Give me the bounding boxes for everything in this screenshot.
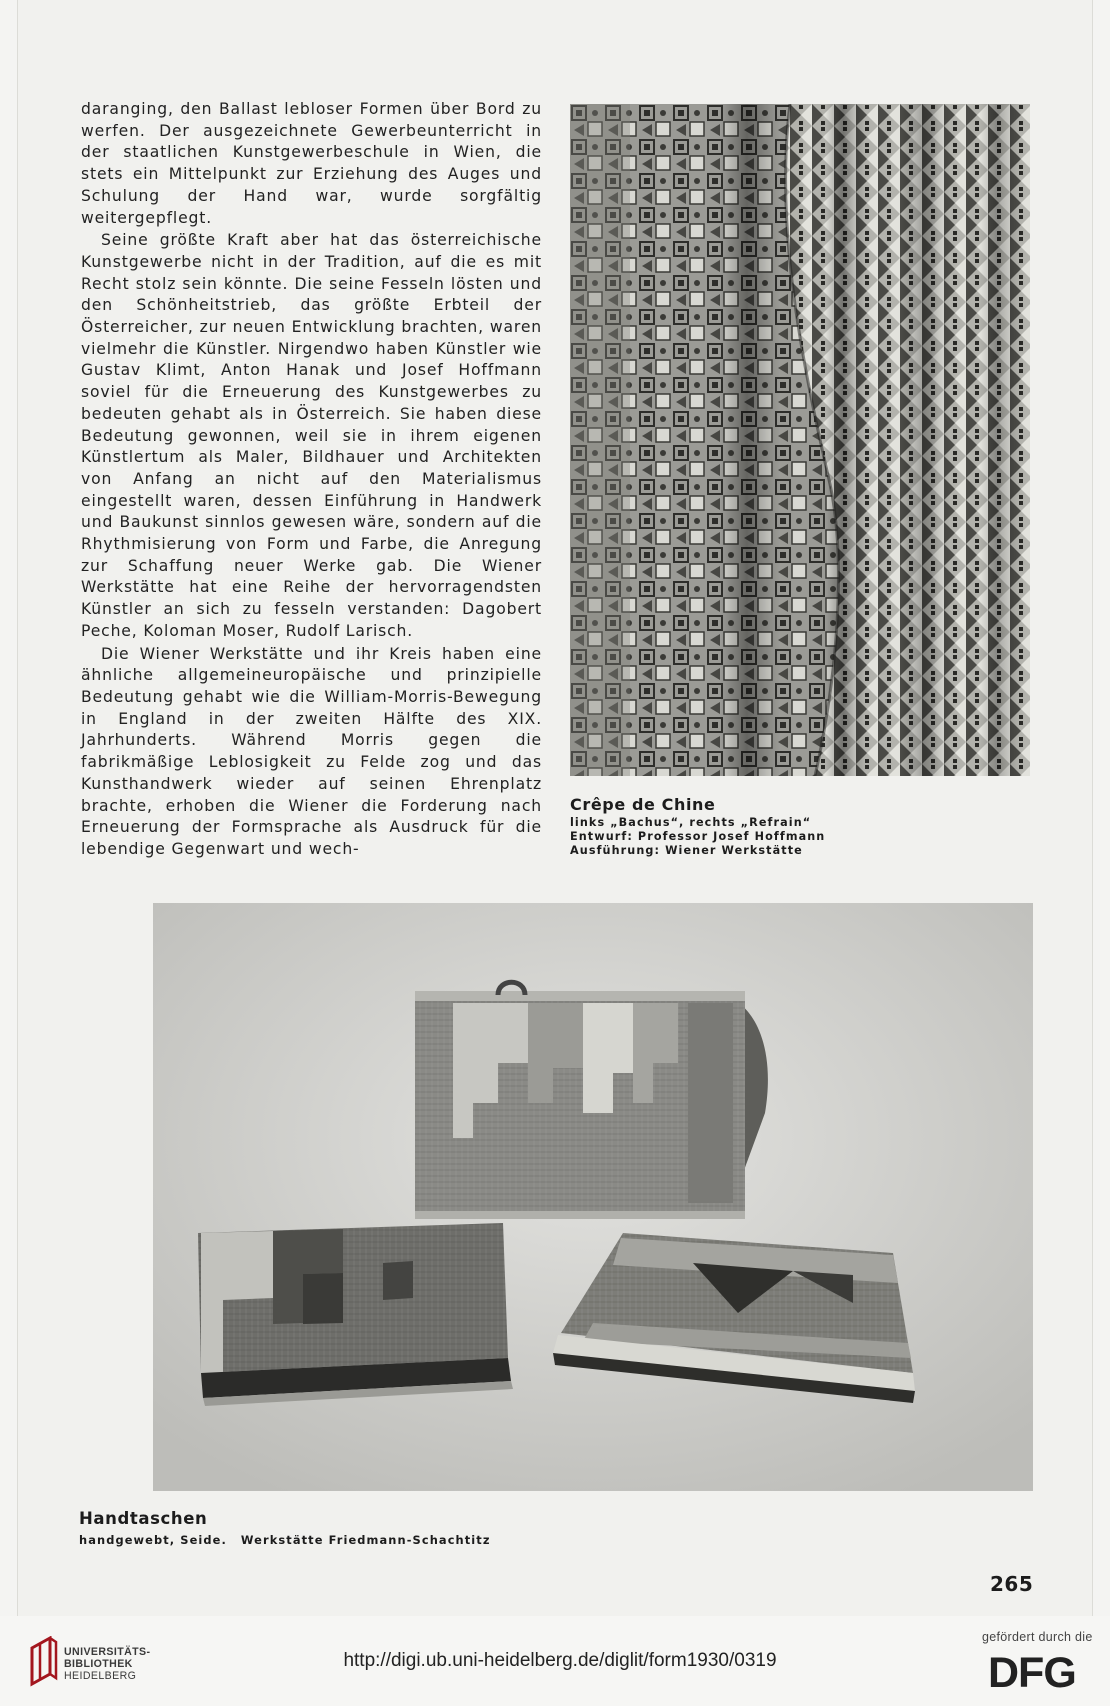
dfg-logo: DFG: [988, 1649, 1076, 1697]
handbags-caption-material: handgewebt, Seide.: [79, 1533, 227, 1547]
handbags-caption-details: [79, 1533, 779, 1547]
handbags-photo: [153, 903, 1033, 1491]
library-name-line-1: UNIVERSITÄTS-: [64, 1646, 151, 1658]
handbags-caption: [79, 1509, 779, 1547]
fabric-caption-designs: links „Bachus“, rechts „Refrain“: [570, 816, 812, 829]
funding-note: gefördert durch die: [982, 1630, 1093, 1644]
fabric-photo: [570, 104, 1030, 776]
fabric-caption-execution: Ausführung: Wiener Werkstätte: [570, 844, 803, 857]
fabric-caption-design: Entwurf: Professor Josef Hoffmann: [570, 830, 826, 843]
article-paragraph-3: Die Wiener Werkstätte und ihr Kreis haben eine ähnliche allgemeineuropäische und prinzipielle Bedeutung gehabt wie die William-Morris-Bewegung in England in der zweiten Hälfte des XIX. Jahrhunderts. Während Morris gegen die fabrikmäßige Leblosigkeit zu Felde zog und das Kunsthandwerk wieder auf seinen Ehrenplatz brachte, erhoben die Wiener die Forderung nach Erneuerung der Formsprache als Ausdruck für die lebendige Gegenwart und wech-: [81, 644, 542, 858]
article-paragraph-2: Seine größte Kraft aber hat das österreichische Kunstgewerbe nicht in der Tradition, auf die es mit Recht stolz sein könnte. Die seine Fesseln lösten und den Schönheitstrieb, das größte Erbteil der Österreicher, zur neuen Entwicklung brachten, waren vielmehr die Künstler. Nirgendwo haben Künstler wie Gustav Klimt, Anton Hanak und Josef Hoffmann soviel für die Erneuerung des Kunstgewerbes zu bedeuten gehabt als in Österreich. Sie haben diese Bedeutung gewonnen, weil sie in ihrem eigenen Künstlertum als Maler, Bildhauer und Architekten von Anfang an nicht auf den Materialismus eingestellt waren, dessen Einführung in Handwerk und Baukunst sinnlos gewesen wäre, sondern auf die Rhythmisierung von Form und Farbe, die Anregung zur Schaffung neuer Werke gab. Die Wiener Werkstätte hat eine Reihe der hervorragendsten Künstler an sich zu fesseln verstanden: Dagobert Peche, Koloman Moser, Rudolf Larisch.: [81, 231, 542, 640]
library-name: [64, 1646, 150, 1682]
library-name-line-2: BIBLIOTHEK: [64, 1658, 133, 1670]
fabric-caption-title: Crêpe de Chine: [570, 795, 716, 814]
fabric-caption: [570, 795, 1030, 858]
library-name-line-3: HEIDELBERG: [64, 1670, 137, 1682]
page-number: 265: [990, 1572, 1034, 1596]
footer: [0, 1616, 1110, 1706]
library-logo-icon: [28, 1636, 58, 1688]
source-url-link[interactable]: http://digi.ub.uni-heidelberg.de/diglit/form1930/0319: [343, 1650, 777, 1671]
handbags-caption-title: Handtaschen: [79, 1509, 208, 1528]
handbags-caption-workshop: Werkstätte Friedmann-Schachtitz: [240, 1533, 491, 1547]
article-body: [81, 99, 542, 861]
article-paragraph-1: daranging, den Ballast lebloser Formen über Bord zu werfen. Der ausgezeichnete Gewerbeunterricht in der staatlichen Kunstgewerbeschule in Wien, die stets ein Mittelpunkt zur Erziehung des Auges und Schulung der Hand war, wurde sorgfältig weitergepflegt.: [81, 100, 542, 227]
handbag-top: [415, 982, 768, 1219]
handbag-left: [198, 1223, 513, 1406]
